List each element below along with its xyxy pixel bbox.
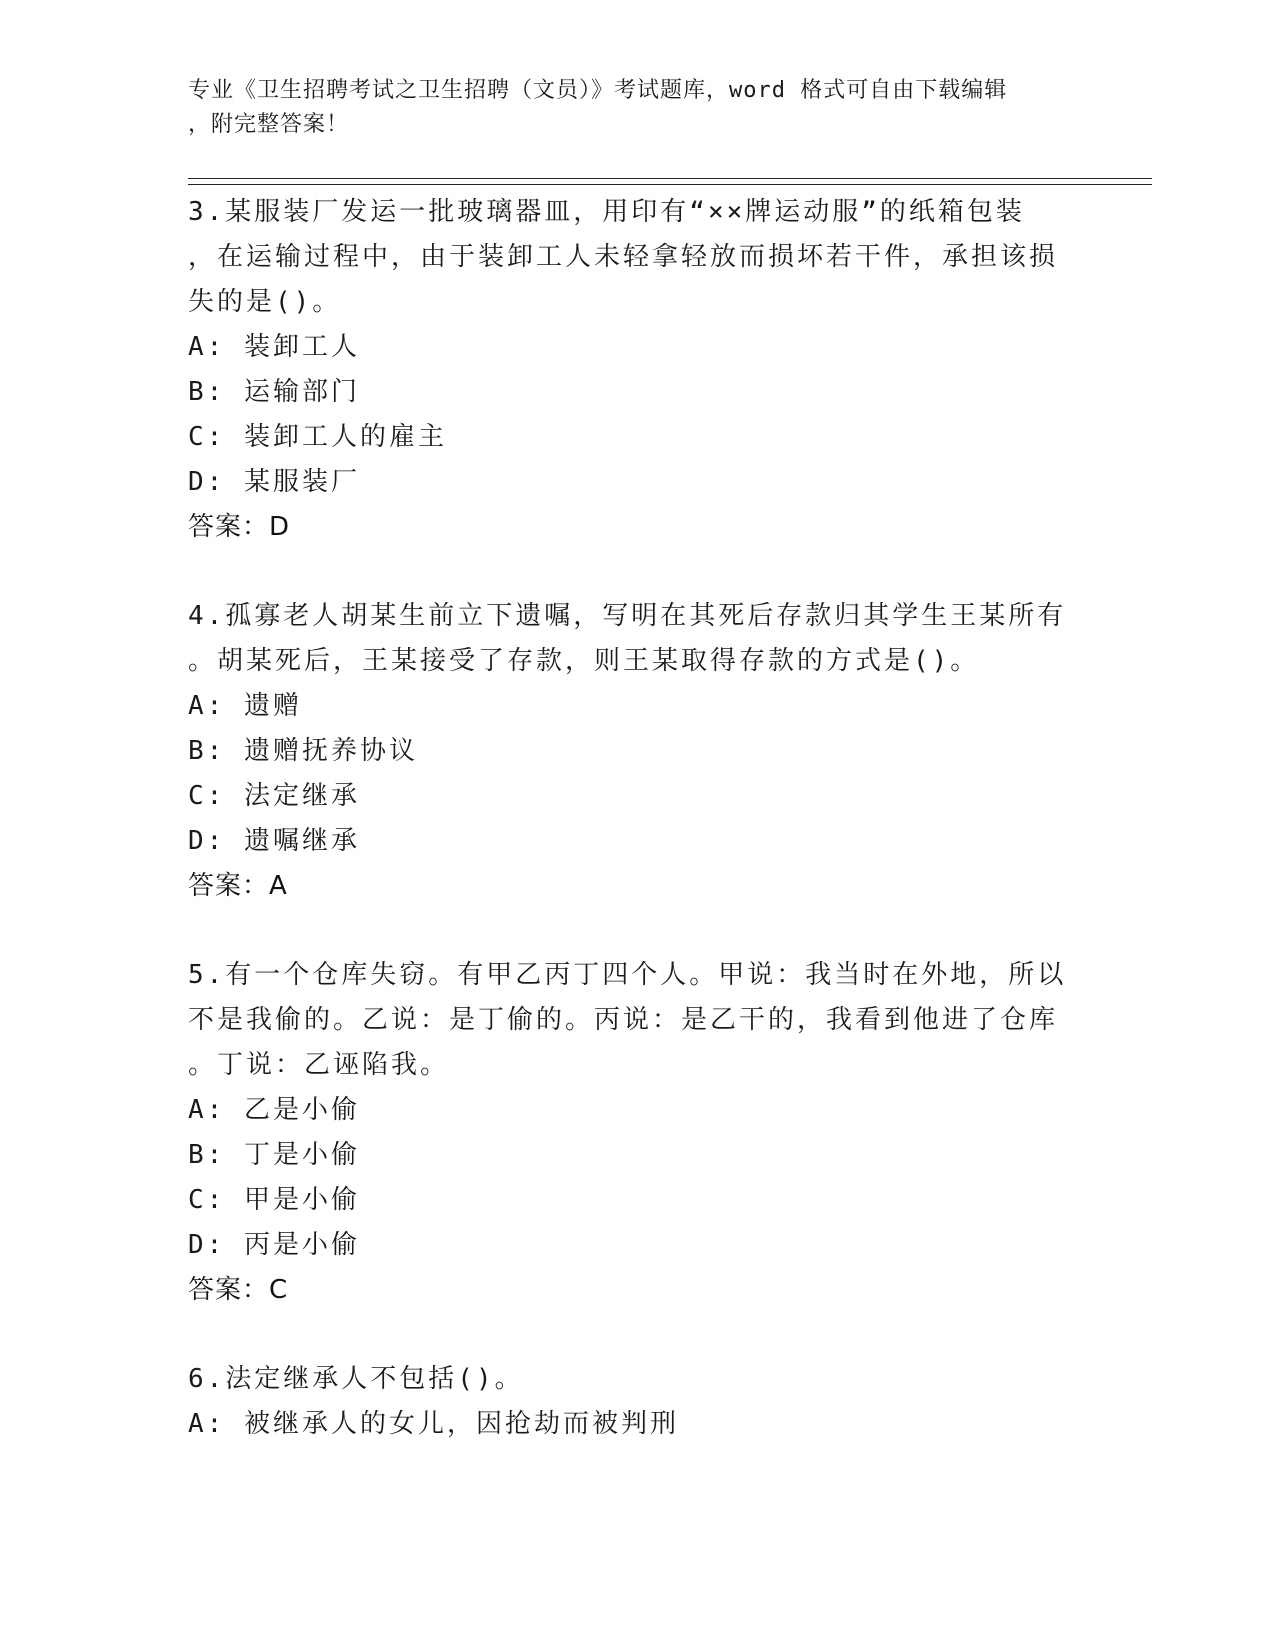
question-4: [188, 594, 1068, 909]
option-c: C: 甲是小偷: [188, 1185, 360, 1215]
option-a: A: 被继承人的女儿，因抢劫而被判刑: [188, 1409, 679, 1439]
header-divider-top: [188, 178, 1152, 179]
answer-line: 答案：A: [188, 871, 288, 901]
answer-line: 答案：D: [188, 512, 291, 542]
question-text: 6.法定继承人不包括()。: [188, 1364, 524, 1394]
option-a: A: 乙是小偷: [188, 1095, 360, 1125]
question-text: 4.孤寡老人胡某生前立下遗嘱，写明在其死后存款归其学生王某所有 。胡某死后，王某接受了存款，则王某取得存款的方式是()。: [188, 601, 1067, 676]
option-a: A: 装卸工人: [188, 332, 360, 362]
answer-line: 答案：C: [188, 1275, 289, 1305]
question-list: [188, 190, 1068, 1491]
option-b: B: 遗赠抚养协议: [188, 736, 418, 766]
option-a: A: 遗赠: [188, 691, 302, 721]
option-d: D: 遗嘱继承: [188, 826, 360, 856]
question-text: 5.有一个仓库失窃。有甲乙丙丁四个人。甲说：我当时在外地，所以 不是我偷的。乙说：是丁偷的。丙说：是乙干的，我看到他进了仓库 。丁说：乙诬陷我。: [188, 960, 1067, 1080]
question-6: [188, 1357, 1068, 1447]
header-divider-bottom: [188, 184, 1152, 185]
option-c: C: 法定继承: [188, 781, 360, 811]
option-c: C: 装卸工人的雇主: [188, 422, 447, 452]
option-b: B: 丁是小偷: [188, 1140, 360, 1170]
option-d: D: 某服装厂: [188, 467, 360, 497]
question-3: [188, 190, 1068, 550]
document-header-note: 专业《卫生招聘考试之卫生招聘（文员）》考试题库，word 格式可自由下载编辑 ，附完整答案！: [188, 78, 1008, 137]
option-d: D: 丙是小偷: [188, 1230, 360, 1260]
question-5: [188, 953, 1068, 1313]
question-text: 3.某服装厂发运一批玻璃器皿，用印有“××牌运动服”的纸箱包装 ，在运输过程中，由于装卸工人未轻拿轻放而损坏若干件，承担该损 失的是()。: [188, 197, 1059, 317]
option-b: B: 运输部门: [188, 377, 360, 407]
